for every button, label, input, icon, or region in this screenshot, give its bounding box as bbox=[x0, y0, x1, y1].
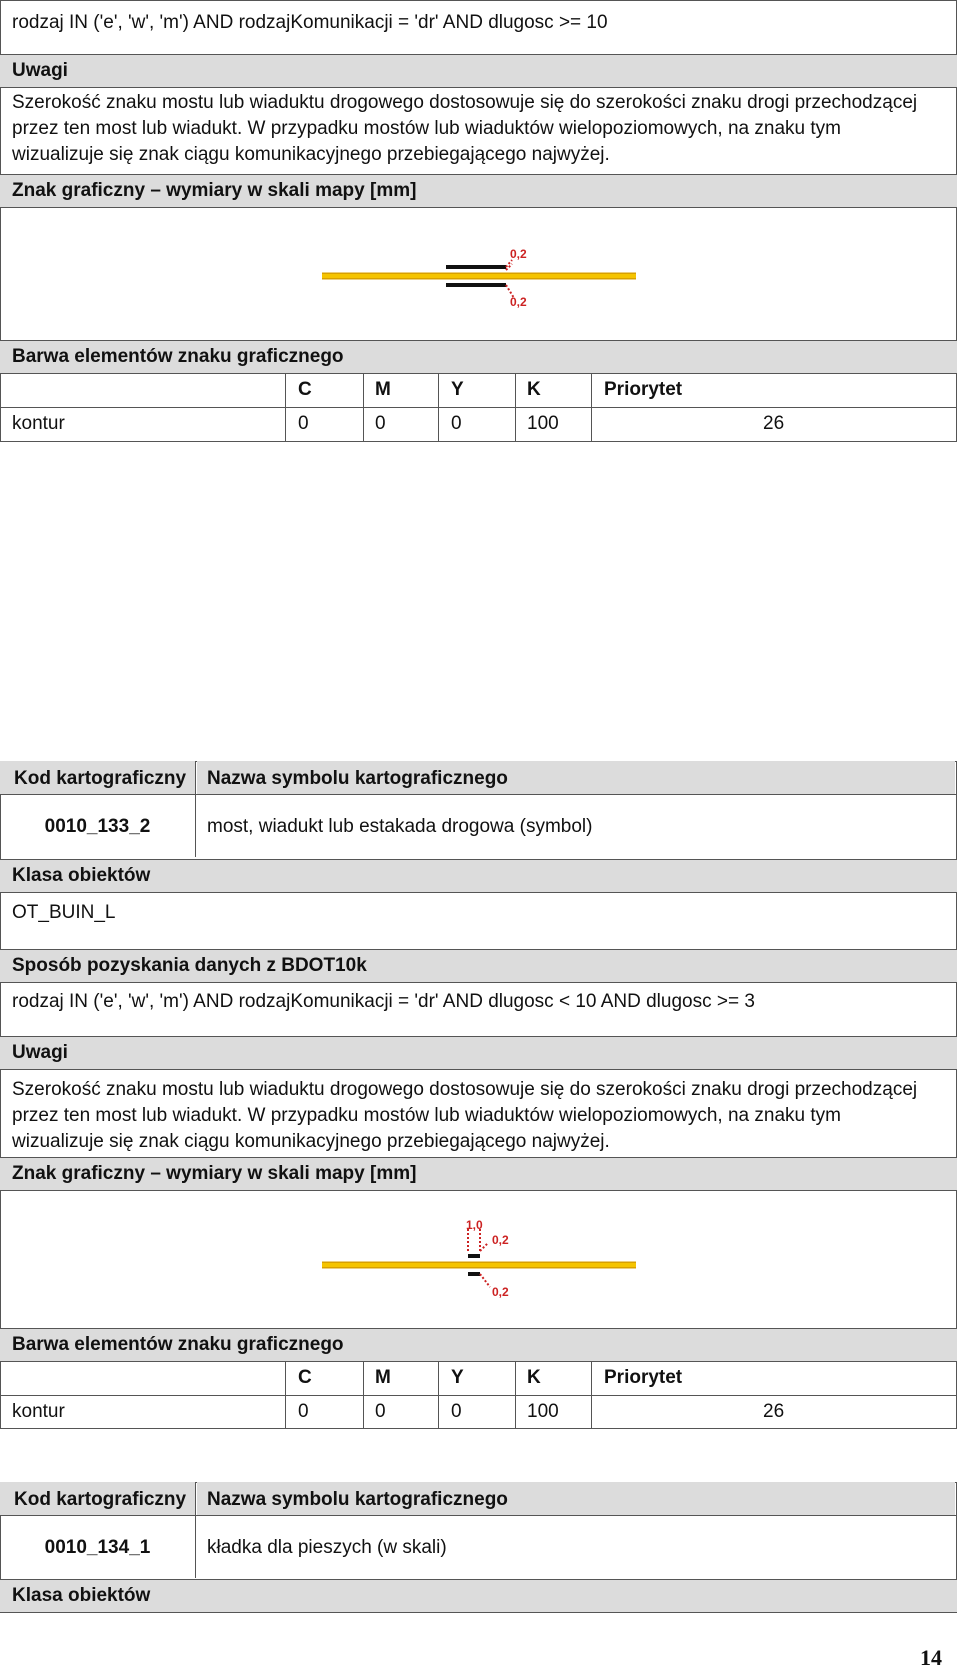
color-table bbox=[0, 1362, 957, 1429]
col-y: Y bbox=[451, 379, 464, 400]
color-table bbox=[0, 374, 957, 442]
name-label: Nazwa symbolu kartograficznego bbox=[207, 1489, 508, 1510]
col-y: Y bbox=[451, 1367, 464, 1388]
color-row-k: 100 bbox=[527, 1401, 559, 1422]
col-priority: Priorytet bbox=[604, 379, 683, 400]
symbol-name: kładka dla pieszych (w skali) bbox=[207, 1537, 447, 1558]
symbol-code: 0010_133_2 bbox=[44, 816, 151, 837]
code-name-row bbox=[0, 1482, 957, 1578]
symbol-code: 0010_134_1 bbox=[44, 1537, 151, 1558]
remarks-text bbox=[0, 1077, 957, 1155]
remarks-line: przez ten most lub wiadukt. W przypadku mostów lub wiaduktów wielopoziomowych, na znaku tym bbox=[12, 1105, 841, 1126]
remarks-text bbox=[0, 90, 957, 168]
acquisition-header: Sposób pozyskania danych z BDOT10k bbox=[0, 949, 957, 983]
code-name-row bbox=[0, 761, 957, 857]
col-m: M bbox=[375, 1367, 391, 1388]
class-header: Klasa obiektów bbox=[0, 1579, 957, 1613]
code-label: Kod kartograficzny bbox=[14, 1489, 187, 1510]
remarks-header: Uwagi bbox=[0, 54, 957, 88]
color-row-m: 0 bbox=[375, 1401, 386, 1422]
dim-label: 1,0 bbox=[466, 1218, 483, 1232]
color-row-m: 0 bbox=[375, 413, 386, 434]
col-c: C bbox=[298, 379, 312, 400]
symbol-header: Znak graficzny – wymiary w skali mapy [mm] bbox=[0, 174, 957, 208]
class-header: Klasa obiektów bbox=[0, 859, 957, 893]
page-number: 14 bbox=[920, 1645, 942, 1670]
class-value: OT_BUIN_L bbox=[12, 902, 116, 923]
symbol-graphic bbox=[0, 1191, 957, 1327]
col-m: M bbox=[375, 379, 391, 400]
col-k: K bbox=[527, 1367, 541, 1388]
dim-label: 0,2 bbox=[510, 247, 527, 261]
color-row-priority: 26 bbox=[763, 413, 785, 434]
acquisition-condition: rodzaj IN ('e', 'w', 'm') AND rodzajKomunikacji = 'dr' AND dlugosc < 10 AND dlugosc >= 3 bbox=[12, 991, 755, 1012]
dim-label: 0,2 bbox=[510, 295, 527, 309]
remarks-line: Szerokość znaku mostu lub wiaduktu drogowego dostosowuje się do szerokości znaku drogi przechodzącej bbox=[12, 1079, 918, 1100]
symbol-name: most, wiadukt lub estakada drogowa (symbol) bbox=[207, 816, 593, 837]
col-k: K bbox=[527, 379, 541, 400]
symbol-header: Znak graficzny – wymiary w skali mapy [mm] bbox=[0, 1157, 957, 1191]
col-priority: Priorytet bbox=[604, 1367, 683, 1388]
color-row-priority: 26 bbox=[763, 1401, 785, 1422]
remarks-line: przez ten most lub wiadukt. W przypadku mostów lub wiaduktów wielopoziomowych, na znaku tym bbox=[12, 118, 841, 139]
color-row-y: 0 bbox=[451, 413, 462, 434]
color-row-k: 100 bbox=[527, 413, 559, 434]
name-label: Nazwa symbolu kartograficznego bbox=[207, 768, 508, 789]
bridge-symbol-icon bbox=[0, 210, 957, 338]
color-row-y: 0 bbox=[451, 1401, 462, 1422]
color-header: Barwa elementów znaku graficznego bbox=[0, 1328, 957, 1362]
remarks-line: Szerokość znaku mostu lub wiaduktu drogowego dostosowuje się do szerokości znaku drogi przechodzącej bbox=[12, 92, 918, 113]
remarks-line: wizualizuje się znak ciągu komunikacyjnego przebiegającego najwyżej. bbox=[12, 144, 610, 165]
bridge-symbol-icon bbox=[0, 1191, 957, 1327]
code-label: Kod kartograficzny bbox=[14, 768, 187, 789]
remarks-line: wizualizuje się znak ciągu komunikacyjnego przebiegającego najwyżej. bbox=[12, 1131, 610, 1152]
acquisition-condition: rodzaj IN ('e', 'w', 'm') AND rodzajKomunikacji = 'dr' AND dlugosc >= 10 bbox=[12, 12, 608, 33]
dim-label: 0,2 bbox=[492, 1285, 509, 1299]
color-row-c: 0 bbox=[298, 1401, 309, 1422]
color-header: Barwa elementów znaku graficznego bbox=[0, 340, 957, 374]
symbol-graphic bbox=[0, 210, 957, 338]
color-row-name: kontur bbox=[12, 1401, 65, 1422]
color-row-c: 0 bbox=[298, 413, 309, 434]
remarks-header: Uwagi bbox=[0, 1036, 957, 1070]
col-c: C bbox=[298, 1367, 312, 1388]
color-row-name: kontur bbox=[12, 413, 65, 434]
dim-label: 0,2 bbox=[492, 1233, 509, 1247]
